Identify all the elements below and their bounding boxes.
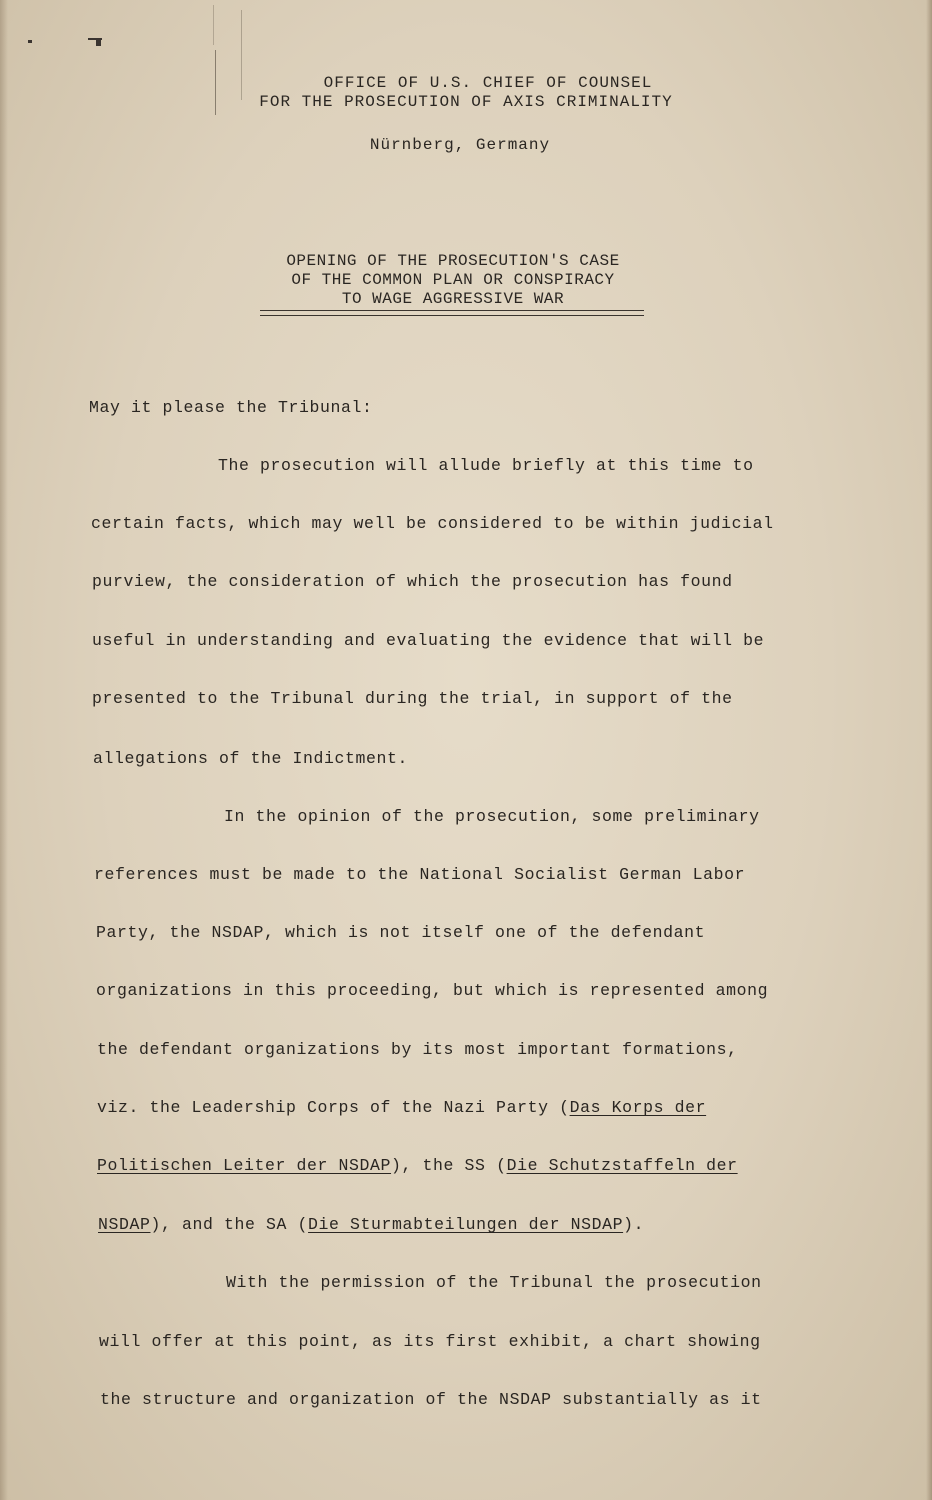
body-line: Party, the NSDAP, which is not itself one of the defendant <box>96 923 706 942</box>
body-line <box>97 1156 738 1176</box>
underlined-term: Politischen Leiter der NSDAP <box>97 1156 392 1175</box>
body-line: organizations in this proceeding, but which is represented among <box>96 981 769 1000</box>
header-location: Nürnberg, Germany <box>369 136 551 154</box>
body-line: the structure and organization of the NSDAP substantially as it <box>100 1390 762 1409</box>
margin-mark <box>213 5 214 45</box>
header-office: OFFICE OF U.S. CHIEF OF COUNSEL <box>323 74 653 92</box>
body-line: presented to the Tribunal during the trial, in support of the <box>92 689 733 708</box>
underlined-term: Das Korps der <box>569 1098 707 1117</box>
body-line: will offer at this point, as its first exhibit, a chart showing <box>99 1332 761 1351</box>
page-edge-right <box>926 0 932 1500</box>
body-line: the defendant organizations by its most important formations, <box>97 1040 738 1059</box>
body-line: With the permission of the Tribunal the prosecution <box>226 1273 762 1292</box>
text-run: ), the SS ( <box>391 1156 507 1175</box>
title-line-2: OF THE COMMON PLAN OR CONSPIRACY <box>291 271 615 289</box>
body-line <box>98 1215 644 1235</box>
body-line: references must be made to the National Socialist German Labor <box>94 865 746 884</box>
page-edge-left <box>0 0 8 1500</box>
body-line: purview, the consideration of which the prosecution has found <box>92 572 733 591</box>
body-line <box>97 1098 706 1118</box>
staple-mark <box>28 38 98 44</box>
underlined-term: Die Sturmabteilungen der NSDAP <box>308 1215 624 1234</box>
title-line-1: OPENING OF THE PROSECUTION'S CASE <box>286 252 620 270</box>
underlined-term: Die Schutzstaffeln der <box>506 1156 738 1175</box>
underlined-term: NSDAP <box>98 1215 151 1234</box>
salutation: May it please the Tribunal: <box>89 398 373 417</box>
text-run: ). <box>623 1215 645 1234</box>
body-line: certain facts, which may well be considered to be within judicial <box>91 514 774 533</box>
body-line: The prosecution will allude briefly at this time to <box>218 456 754 475</box>
title-underline <box>260 310 644 311</box>
title-underline <box>260 315 644 316</box>
body-line: useful in understanding and evaluating the evidence that will be <box>92 631 765 650</box>
title-line-3: TO WAGE AGGRESSIVE WAR <box>341 290 565 308</box>
body-line: In the opinion of the prosecution, some preliminary <box>224 807 760 826</box>
text-run: viz. the Leadership Corps of the Nazi Party ( <box>97 1098 570 1117</box>
document-title <box>258 252 648 309</box>
text-run: ), and the SA ( <box>150 1215 309 1234</box>
body-line: allegations of the Indictment. <box>93 749 409 768</box>
header-prosecution: FOR THE PROSECUTION OF AXIS CRIMINALITY <box>259 93 673 111</box>
